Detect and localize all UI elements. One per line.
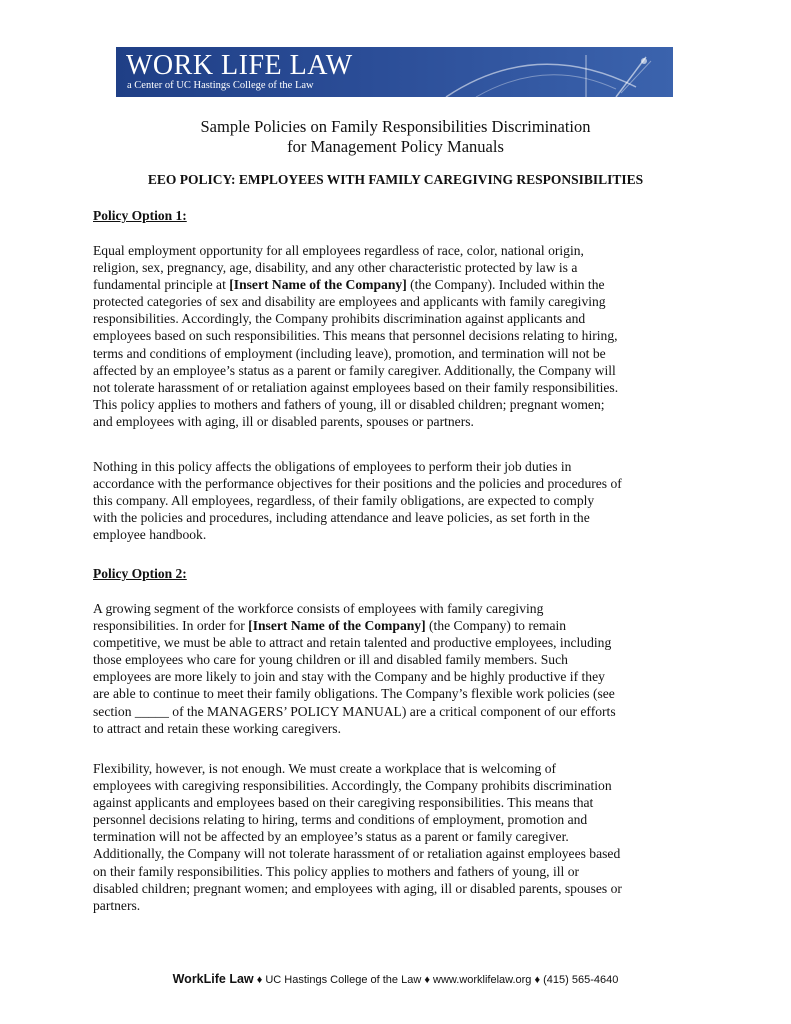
text-segment: employees with caregiving responsibilities. Accordingly, the Company prohibits discrimination bbox=[93, 778, 612, 794]
text-segment: against applicants and employees based on their caregiving responsibilities. This means that bbox=[93, 795, 594, 811]
paragraph-3 bbox=[93, 600, 707, 737]
text-segment: This policy applies to mothers and fathers of young, ill or disabled children; pregnant women; bbox=[93, 396, 605, 412]
text-line bbox=[93, 379, 707, 396]
text-segment: competitive, we must be able to attract and retain talented and productive employees, including bbox=[93, 635, 612, 651]
text-line bbox=[93, 310, 707, 327]
text-line bbox=[93, 293, 707, 310]
text-segment: fundamental principle at bbox=[93, 277, 230, 293]
text-line bbox=[93, 760, 707, 777]
text-line bbox=[93, 685, 707, 702]
text-segment: employee handbook. bbox=[93, 527, 207, 543]
text-segment: (the Company). Included within the bbox=[406, 277, 605, 293]
text-segment: termination will not be affected by an employee’s status as a parent or family caregiver. bbox=[93, 829, 569, 845]
text-line bbox=[93, 897, 707, 914]
text-segment: Flexibility, however, is not enough. We must create a workplace that is welcoming of bbox=[93, 761, 557, 776]
text-line bbox=[93, 492, 707, 509]
text-line bbox=[93, 634, 707, 651]
policy-option-1-title: Policy Option 1: bbox=[93, 208, 187, 223]
text-segment: not tolerate harassment of or retaliation against employees based on their family responsibilities. bbox=[93, 379, 619, 395]
text-line bbox=[93, 458, 707, 475]
text-segment: affected by an employee’s status as a parent or family caregiver. Additionally, the Company will bbox=[93, 362, 616, 378]
policy-option-2-title: Policy Option 2: bbox=[93, 566, 187, 581]
text-segment: Equal employment opportunity for all employees regardless of race, color, national origin, bbox=[93, 243, 584, 258]
text-segment: responsibilities. In order for bbox=[93, 618, 249, 634]
text-segment: section _____ of the MANAGERS’ POLICY MANUAL) are a critical component of our efforts bbox=[93, 703, 616, 719]
paragraph-1 bbox=[93, 242, 707, 430]
text-line bbox=[93, 668, 707, 685]
text-line bbox=[93, 720, 707, 737]
text-line bbox=[93, 600, 707, 617]
text-segment: partners. bbox=[93, 897, 141, 913]
text-line bbox=[93, 617, 707, 634]
text-line bbox=[93, 845, 707, 862]
text-segment: religion, sex, pregnancy, age, disability, and any other characteristic protected by law is a bbox=[93, 260, 578, 276]
logo-subtitle: a Center of UC Hastings College of the Law bbox=[127, 80, 314, 91]
paragraph-2 bbox=[93, 458, 707, 543]
text-line bbox=[93, 413, 707, 430]
text-line bbox=[93, 777, 707, 794]
paragraph-4 bbox=[93, 760, 707, 914]
text-segment: employees based on such responsibilities. This means that personnel decisions relating to hiring, bbox=[93, 328, 618, 344]
text-segment: on their family responsibilities. This policy applies to mothers and fathers of young, ill or bbox=[93, 863, 580, 879]
text-line bbox=[93, 863, 707, 880]
text-segment: with the policies and procedures, including attendance and leave policies, as set forth in the bbox=[93, 510, 590, 526]
text-line bbox=[93, 811, 707, 828]
page-footer bbox=[0, 972, 791, 986]
text-segment: employees are more likely to join and stay with the Company and be highly productive if they bbox=[93, 669, 605, 685]
text-segment: responsibilities. Accordingly, the Company prohibits discrimination against applicants and bbox=[93, 311, 586, 327]
text-segment: Additionally, the Company will not tolerate harassment of or retaliation against employees based bbox=[93, 846, 621, 862]
text-segment: A growing segment of the workforce consists of employees with family caregiving bbox=[93, 601, 544, 616]
text-line bbox=[93, 509, 707, 526]
text-segment: personnel decisions relating to hiring, terms and conditions of employment, promotion and bbox=[93, 812, 588, 828]
text-segment: are able to continue to meet their family obligations. The Company’s flexible work policies (see bbox=[93, 686, 615, 702]
text-segment: to attract and retain these working caregivers. bbox=[93, 720, 341, 736]
document-title-line2: for Management Policy Manuals bbox=[287, 137, 504, 156]
text-segment: protected categories of sex and disability are employees and applicants with family caregiving bbox=[93, 294, 606, 310]
text-segment: this company. All employees, regardless, of their family obligations, are expected to comply bbox=[93, 493, 595, 509]
text-segment: (the Company) to remain bbox=[425, 618, 567, 634]
text-segment: and employees with aging, ill or disabled parents, spouses or partners. bbox=[93, 413, 474, 429]
company-name-placeholder: [Insert Name of the Company] bbox=[248, 618, 426, 634]
text-line bbox=[93, 526, 707, 543]
footer-brand: WorkLife Law bbox=[172, 972, 254, 986]
text-line bbox=[93, 362, 707, 379]
text-segment: accordance with the performance objectives for their positions and the policies and procedures of bbox=[93, 476, 622, 492]
text-line bbox=[93, 242, 707, 259]
text-line bbox=[93, 651, 707, 668]
text-line bbox=[93, 345, 707, 362]
text-line bbox=[93, 880, 707, 897]
section-heading: EEO POLICY: EMPLOYEES WITH FAMILY CAREGIVING RESPONSIBILITIES bbox=[147, 172, 644, 187]
text-line bbox=[93, 276, 707, 293]
text-segment: Nothing in this policy affects the obligations of employees to perform their job duties in bbox=[93, 459, 572, 474]
footer-contact: ♦ UC Hastings College of the Law ♦ www.worklifelaw.org ♦ (415) 565-4640 bbox=[253, 974, 619, 986]
text-line bbox=[93, 703, 707, 720]
text-segment: disabled children; pregnant women; and employees with aging, ill or disabled parents, spouses or bbox=[93, 880, 622, 896]
company-name-placeholder: [Insert Name of the Company] bbox=[229, 277, 407, 293]
header-banner bbox=[116, 47, 673, 97]
document-title-line1: Sample Policies on Family Responsibilities Discrimination bbox=[200, 117, 591, 136]
text-segment: those employees who care for young children or ill and disabled family members. Such bbox=[93, 652, 568, 668]
text-line bbox=[93, 475, 707, 492]
text-line bbox=[93, 828, 707, 845]
text-segment: terms and conditions of employment (including leave), promotion, and termination will not be bbox=[93, 345, 606, 361]
text-line bbox=[93, 794, 707, 811]
logo-title: WORK LIFE LAW bbox=[126, 50, 353, 81]
text-line bbox=[93, 396, 707, 413]
text-line bbox=[93, 327, 707, 344]
text-line bbox=[93, 259, 707, 276]
